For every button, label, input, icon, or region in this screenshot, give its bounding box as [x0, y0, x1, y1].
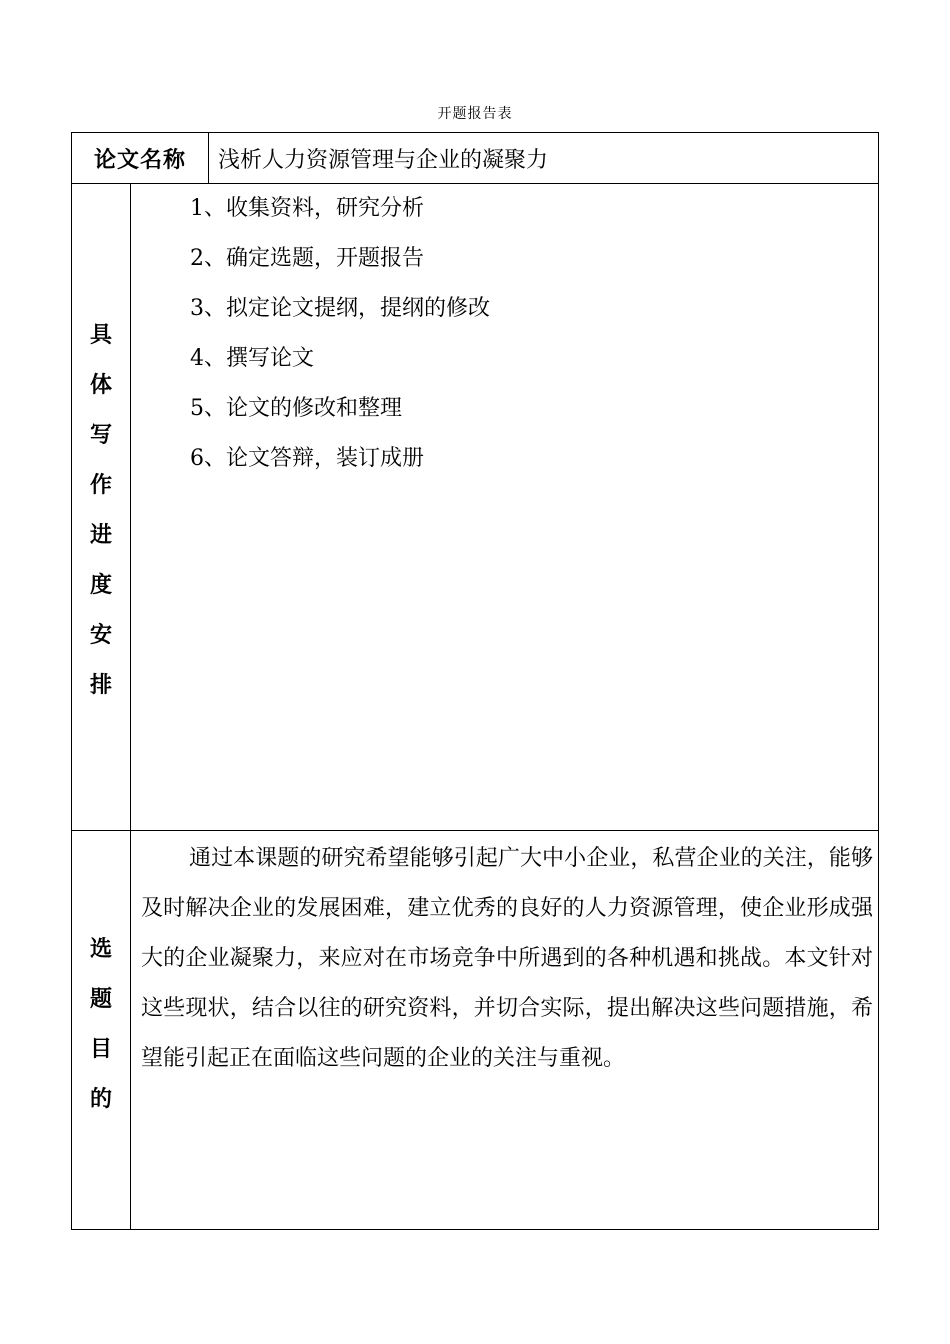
purpose-paragraph: 通过本课题的研究希望能够引起广大中小企业，私营企业的关注，能够及时解决企业的发展困难，建立优秀的良好的人力资源管理，使企业形成强大的企业凝聚力，来应对在市场竞争中所遇到的各种机遇和挑战。本文针对这些现状，结合以往的研究资料，并切合实际，提出解决这些问题措施，希望能引起正在面临这些问题的企业的关注与重视。: [141, 846, 873, 1071]
schedule-item: 4、撰写论文: [190, 346, 314, 371]
schedule-label-char: 作: [89, 473, 112, 498]
schedule-list: [190, 184, 490, 484]
schedule-label-char: 度: [89, 573, 112, 598]
purpose-label: [72, 932, 130, 1132]
purpose-label-char: 的: [89, 1087, 112, 1112]
schedule-label-char: 进: [89, 523, 112, 548]
schedule-item: 3、拟定论文提纲，提纲的修改: [190, 296, 490, 321]
schedule-label-char: 体: [89, 373, 112, 398]
page-header-title: 开题报告表: [437, 106, 513, 122]
report-table: [71, 132, 879, 1230]
purpose-label-char: 目: [89, 1037, 112, 1062]
purpose-label-char: 题: [89, 987, 112, 1012]
schedule-item: 5、论文的修改和整理: [190, 396, 402, 421]
thesis-title-value: 浅析人力资源管理与企业的凝聚力: [218, 148, 549, 173]
schedule-item: 2、确定选题，开题报告: [190, 246, 424, 271]
schedule-label-char: 写: [89, 423, 112, 448]
purpose-label-char: 选: [89, 937, 112, 962]
schedule-label-char: 排: [89, 673, 112, 698]
column-divider: [130, 184, 131, 1230]
thesis-title-label: 论文名称: [93, 148, 186, 173]
schedule-label: [72, 318, 130, 718]
row-divider: [72, 830, 878, 831]
schedule-label-char: 安: [89, 623, 112, 648]
schedule-item: 1、收集资料，研究分析: [190, 196, 424, 221]
schedule-label-char: 具: [89, 323, 112, 348]
column-divider: [208, 133, 209, 184]
schedule-item: 6、论文答辩，装订成册: [190, 446, 424, 471]
